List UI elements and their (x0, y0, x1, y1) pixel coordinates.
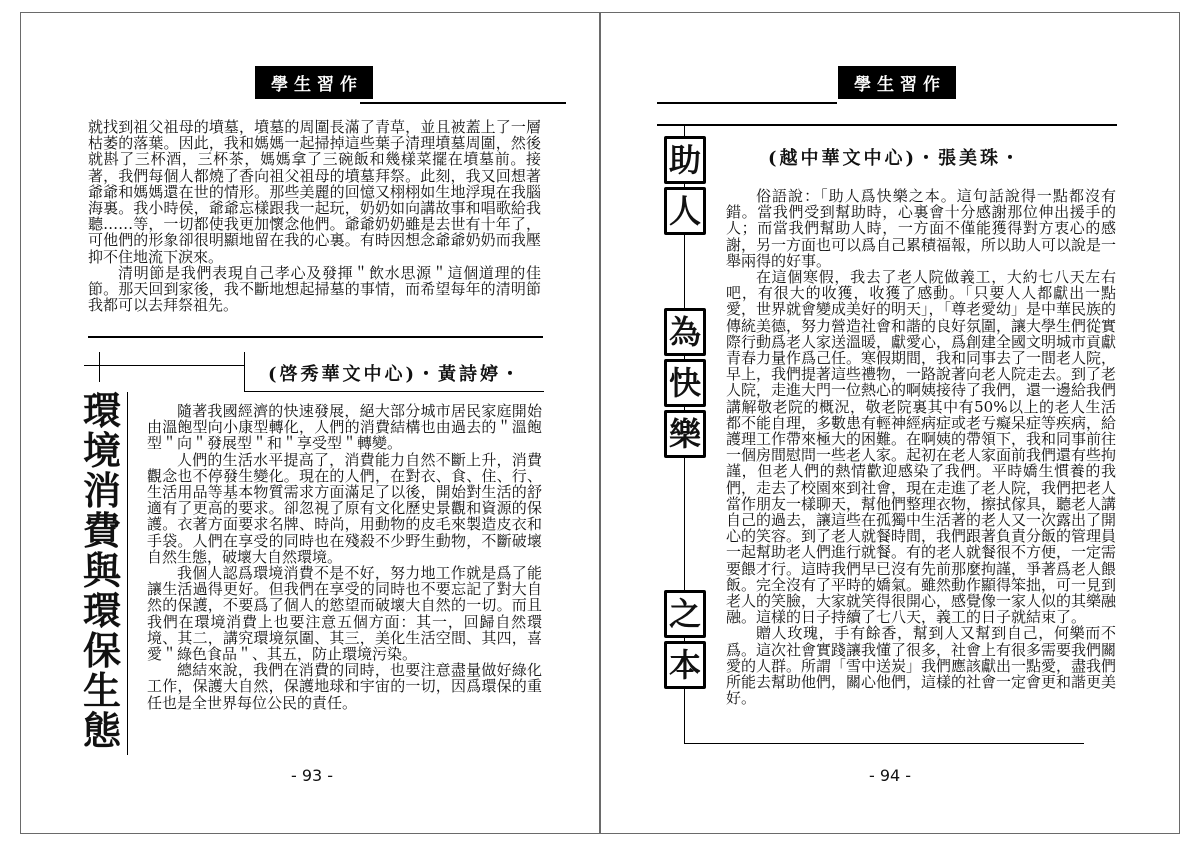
left-article-text (147, 403, 542, 711)
article-paragraph: 俗語說：「助人爲快樂之本。這句話說得一點都沒有錯。當我們受到幫助時，心裏會十分感謝那位伸出援手的人；而當我們幫助人時，一方面不僅能獲得對方衷心的感謝，另一方面也可以爲自己累積福報，所以助人可以說是一舉兩得的好事。 (726, 187, 1117, 270)
title-char: 費 (82, 508, 121, 553)
header-badge-left: 學生習作 (255, 66, 373, 99)
title-box: 人 (664, 187, 706, 235)
title-char: 環 (82, 588, 121, 633)
byline-left: (啓秀華文中心)・黃詩婷・ (268, 364, 523, 385)
intro-paragraph: 就找到祖父祖母的墳墓，墳墓的周圍長滿了青草，並且被蓋上了一層枯萎的落葉。因此，我和媽媽一起掃掉這些葉子清理墳墓周圍，然後就斟了三杯酒，三杯茶，媽媽拿了三碗飯和幾樣菜擺在墳墓前。接著，我們每個人都燒了香向祖父祖母的墳墓拜祭。此刻，我又回想著爺爺和媽媽還在世的情形。那些美麗的回憶又栩栩如生地浮現在我腦海裏。我小時侯，爺爺忘樣跟我一起玩，奶奶如向講故事和唱歌給我聽……等，一切都使我更加懷念他們。爺爺奶奶雖是去世有十年了，可他們的形象卻很明顯地留在我的心裏。有時因想念爺爺奶奶而我壓抑不住地流下淚來。 (88, 118, 541, 266)
article-paragraph: 我個人認爲環境消費不是不好，努力地工作就是爲了能讓生活過得更好。但我們在享受的同時也不要忘記了對大自然的保護，不要爲了個人的慾望而破壞大自然的一切。而且我們在環境消費上也要注意五個方面：其一，回歸自然環境、其二，講究環境氛圍、其三，美化生活空間、其四，喜愛＂綠色食品＂、其五，防止環境污染。 (147, 564, 542, 664)
article-paragraph: 贈人玫瑰，手有餘香，幫到人又幫到自己，何樂而不爲。這次社會實踐讓我懂了很多，社會上有很多需要我們關愛的人群。所謂「雪中送炭」我們應該獻出一點愛，盡我們所能去幫助他們，關心他們，這樣的社會一定會更和諧更美好。 (726, 624, 1117, 708)
title-box: 之 (664, 590, 706, 638)
title-char: 與 (82, 548, 121, 593)
article-paragraph: 在這個寒假，我去了老人院做義工，大約七八天左右吧，有很大的收獲，收獲了感動。「只要人人都獻出一點愛，世界就會變成美好的明天」，「尊老愛幼」是中華民族的傳統美德，努力營造社會和諧的良好氛圍，讓大學生們從實際行動爲老人家送溫暖，獻愛心，爲創建全國文明城市貢獻青春力量作爲己任。寒假期間，我和同事去了一間老人院，早上，我們提著這些禮物，一路說著向老人院走去。到了老人院，走進大門一位熱心的啊姨接待了我們，還一邊給我們講解敬老院的概況，敬老院裏其中有50%以上的老人生活都不能自理，多數患有輕神經病症或老亐癡呆症等疾病，給護理工作帶來極大的困難。在啊姨的帶領下，我和同事前往一個房間慰問一些老人家。起初在老人家面前我們還有些拘謹，但老人們的熱情歡迎感染了我們。平時嬌生慣養的我們，走去了校園來到社會，現在走進了老人院，我們把老人當作朋友一樣聊天，幫他們整理衣物，擦拭傢具，聽老人講自己的過去，讓這些在孤獨中生活著的老人又一次露出了開心的笑容。到了老人就餐時間，我們跟著負責分飯的管理員一起幫助老人們進行就餐。有的老人就餐很不方便，一定需要餵才行。這時我們早已沒有先前那麼拘謹，爭著爲老人餵飯。完全沒有了平時的嬌氣。雖然動作顯得笨拙，可一見到老人的笑臉，大家就笑得很開心，感覺像一家人似的其樂融融。這樣的日子持續了七八天，義工的日子就結束了。 (726, 268, 1117, 627)
frame-rule (657, 124, 1117, 126)
page-number-left: - 93 - (291, 766, 334, 785)
page-number-right: - 94 - (869, 766, 912, 785)
title-char: 消 (82, 468, 121, 513)
title-box: 助 (664, 136, 706, 184)
title-char: 環 (82, 388, 121, 433)
header-rule-right (657, 102, 837, 104)
title-char: 生 (82, 668, 121, 713)
title-box: 為 (664, 308, 706, 356)
title-char: 態 (82, 708, 121, 753)
left-intro-text (88, 119, 541, 313)
frame-rule (684, 743, 1084, 744)
header-rule-left (360, 102, 566, 104)
frame-rule (84, 365, 244, 366)
title-box: 樂 (664, 410, 706, 458)
article-paragraph: 人們的生活水平提高了，消費能力自然不斷上升，消費觀念也不停發生變化。現在的人們，在對衣、食、住、行、生活用品等基本物質需求方面滿足了以後，開始對生活的舒適有了更高的要求。卻忽視了原有文化歷史景觀和資源的保護。衣著方面要求名牌、時尚，用動物的皮毛來製造皮衣和手袋。人們在享受的同時也在殘殺不少野生動物，不斷破壞自然生態，破壞大自然環境。 (147, 450, 542, 566)
frame-rule (244, 352, 245, 392)
article-paragraph: 總結來說，我們在消費的同時，也要注意盡量做好綠化工作，保護大自然，保護地球和宇宙的一切，因爲環保的重任也是全世界每位公民的責任。 (147, 661, 542, 712)
title-char: 保 (82, 628, 121, 673)
article-paragraph: 隨著我國經濟的快速發展，絕大部分城市居民家庭開始由溫飽型向小康型轉化，人們的消費結構也由過去的＂溫飽型＂向＂發展型＂和＂享受型＂轉變。 (147, 402, 542, 453)
frame-rule (127, 392, 128, 755)
frame-rule (99, 352, 100, 382)
header-badge-right: 學生習作 (838, 66, 956, 99)
title-char: 境 (82, 428, 121, 473)
title-box: 快 (664, 359, 706, 407)
right-article-text (726, 188, 1116, 707)
title-box: 本 (664, 641, 706, 689)
intro-paragraph: 清明節是我們表現自己孝心及發揮＂飲水思源＂這個道理的佳節。那天回到家後，我不斷地想起掃墓的事情，而希望每年的清明節我都可以去拜祭祖先。 (88, 263, 541, 315)
frame-rule (244, 391, 544, 392)
byline-right: (越中華文中心)・張美珠・ (768, 148, 1023, 169)
section-divider-left (88, 336, 543, 338)
